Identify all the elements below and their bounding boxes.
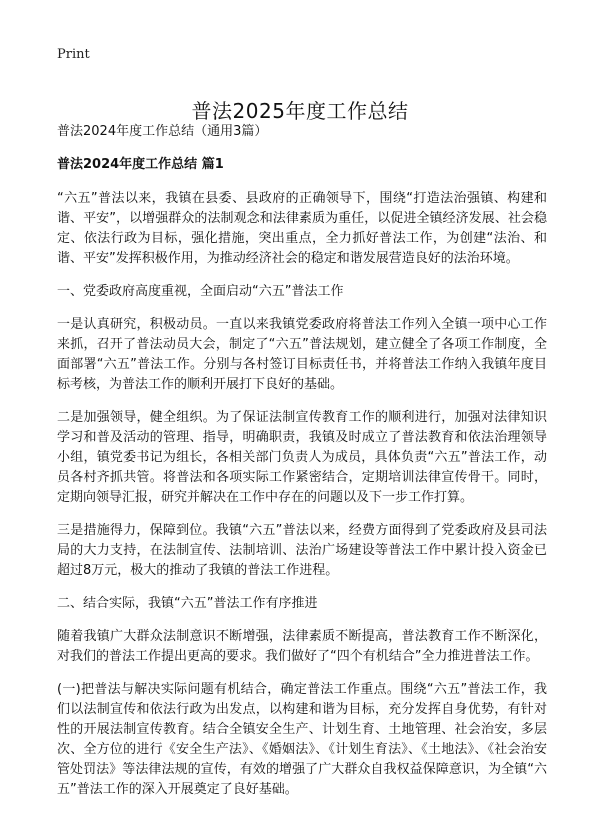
paragraph-combination-one: (一)把普法与解决实际问题有机结合，确定普法工作重点。围绕“六五”普法工作，我们以法制宣传和依法行政为出发点，以构建和谐为目标，充分发挥自身优势，有针对性的开展法制宣传教育。结合全镇安全生产、计划生育、土地管理、社会治安，多层次、全方位的进行《安全生产法》、《婚姻法》、《计划生育法》、《土地法》、《社会治安管处罚法》等法律法规的宣传，有效的增强了广大群众自我权益保障意识，为全镇“六五”普法工作的深入开展奠定了良好基础。 [57, 682, 547, 797]
print-link[interactable]: Print [57, 47, 90, 62]
section-title: 普法2024年度工作总结 篇1 [57, 157, 224, 172]
paragraph-research: 一是认真研究，积极动员。一直以来我镇党委政府将普法工作列入全镇一项中心工作来抓，召开了普法动员大会，制定了“六五”普法规划，建立健全了各项工作制度，全面部署“六五”普法工作。分别与各村签订目标责任书，并将普法工作纳入我镇年度目标考核，为普法工作的顺利开展打下良好的基础。 [57, 317, 547, 392]
paragraph-leadership: 二是加强领导，健全组织。为了保证法制宣传教育工作的顺利进行，加强对法律知识学习和普及活动的管理、指导，明确职责，我镇及时成立了普法教育和依法治理领导小组，镇党委书记为组长，各相关部门负责人为成员，具体负责“六五”普法工作，动员各村齐抓共管。将普法和各项实际工作紧密结合，定期培训法律宣传骨干。同时，定期向领导汇报，研究并解决在工作中存在的问题以及下一步工作打算。 [57, 410, 547, 505]
paragraph-intro: “六五”普法以来，我镇在县委、县政府的正确领导下，围绕“打造法治强镇、构建和谐、平安”，以增强群众的法制观念和法律素质为重任，以促进全镇经济发展、社会稳定、依法行政为目标，强化措施，突出重点，全力抓好普法工作，为创建“法治、和谐、平安”发挥积极作用，为推动经济社会的稳定和谐发展营造良好的法治环境。 [57, 191, 547, 266]
paragraph-awareness: 随着我镇广大群众法制意识不断增强，法律素质不断提高，普法教育工作不断深化，对我们的普法工作提出更高的要求。我们做好了“四个有机结合”全力推进普法工作。 [57, 629, 547, 664]
document-body [57, 122, 547, 813]
heading-part-two: 二、结合实际，我镇“六五”普法工作有序推进 [57, 596, 318, 611]
paragraph-measures: 三是措施得力，保障到位。我镇“六五”普法以来，经费方面得到了党委政府及县司法局的大力支持，在法制宣传、法制培训、法治广场建设等普法工作中累计投入资金已超过8万元，极大的推动了我镇的普法工作进程。 [57, 523, 547, 578]
page-title: 普法2025年度工作总结 [191, 99, 409, 124]
heading-part-one: 一、党委政府高度重视，全面启动“六五”普法工作 [57, 284, 344, 299]
document-subtitle: 普法2024年度工作总结（通用3篇） [57, 124, 268, 139]
